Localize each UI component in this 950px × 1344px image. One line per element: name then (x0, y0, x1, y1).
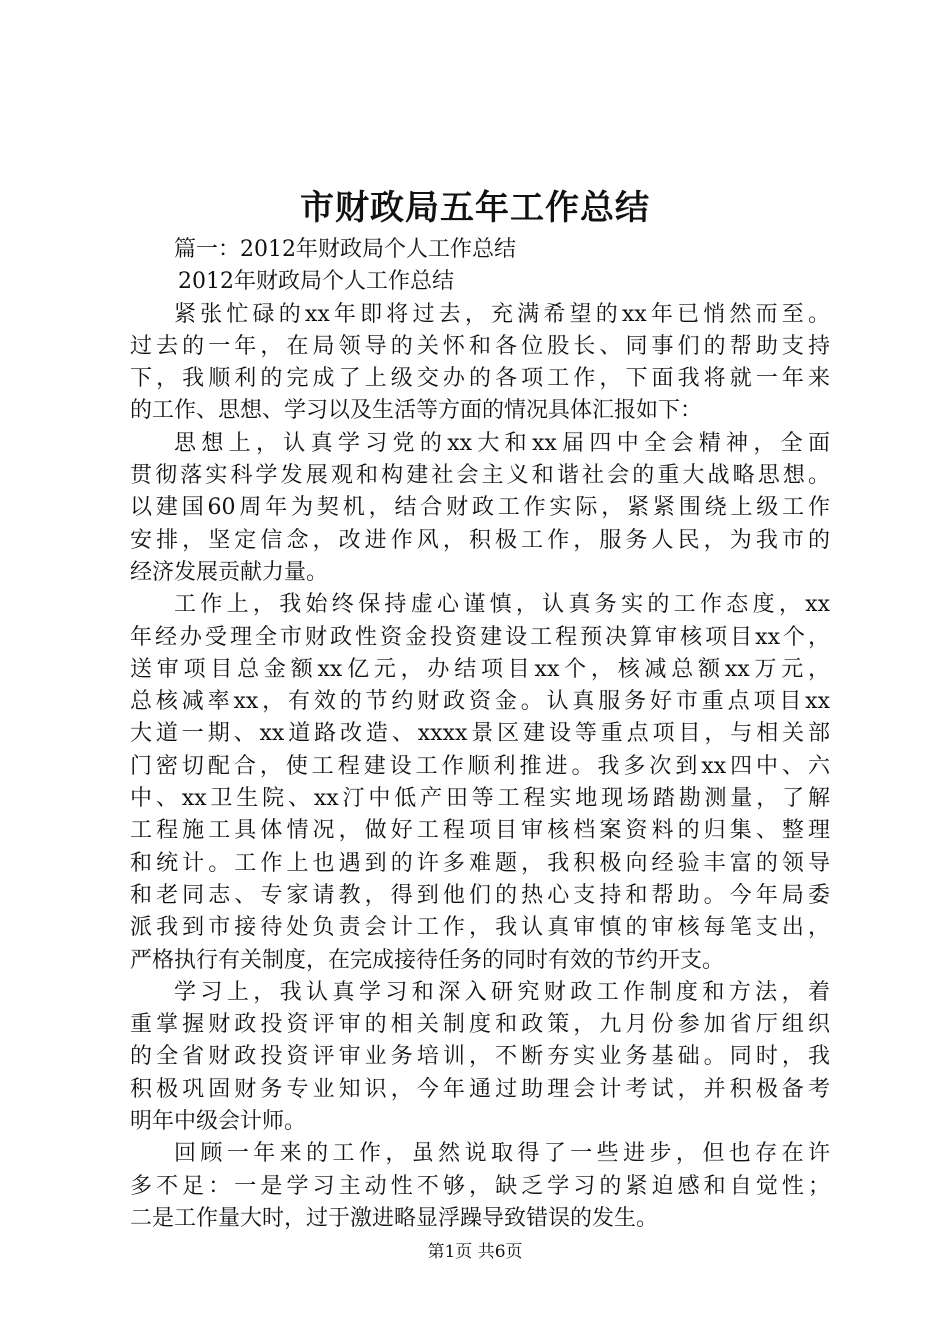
document-body (130, 234, 830, 1235)
body-line: 紧张忙碌的xx年即将过去，充满希望的xx年已悄然而至。 (174, 301, 830, 327)
body-line: 思想上，认真学习党的xx大和xx届四中全会精神，全面 (174, 430, 830, 456)
body-line: 二是工作量大时，过于激进略显浮躁导致错误的发生。 (130, 1205, 659, 1231)
body-line: 总核减率xx，有效的节约财政资金。认真服务好市重点项目xx (130, 689, 830, 715)
body-line: 经济发展贡献力量。 (130, 559, 329, 585)
body-line: 工程施工具体情况，做好工程项目审核档案资料的归集、整理 (130, 818, 830, 844)
body-line: 工作上，我始终保持虚心谨慎，认真务实的工作态度，xx (174, 592, 830, 618)
body-line: 中、xx卫生院、xx汀中低产田等工程实地现场踏勘测量，了解 (130, 786, 830, 812)
body-line: 以建国60周年为契机，结合财政工作实际，紧紧围绕上级工作 (130, 495, 830, 521)
body-line: 和老同志、专家请教，得到他们的热心支持和帮助。今年局委 (130, 882, 830, 908)
body-line: 的工作、思想、学习以及生活等方面的情况具体汇报如下： (130, 398, 703, 424)
body-line: 下，我顺利的完成了上级交办的各项工作，下面我将就一年来 (130, 366, 830, 392)
body-line: 回顾一年来的工作，虽然说取得了一些进步，但也存在许 (174, 1141, 830, 1167)
body-line: 积极巩固财务专业知识，今年通过助理会计考试，并积极备考 (130, 1076, 830, 1102)
body-line: 过去的一年，在局领导的关怀和各位股长、同事们的帮助支持 (130, 333, 830, 359)
body-line: 2012年财政局个人工作总结 (178, 269, 454, 295)
body-line: 严格执行有关制度，在完成接待任务的同时有效的节约开支。 (130, 947, 725, 973)
body-line: 年经办受理全市财政性资金投资建设工程预决算审核项目xx个， (130, 624, 830, 650)
body-line: 明年中级会计师。 (130, 1109, 307, 1135)
body-line: 篇一：2012年财政局个人工作总结 (174, 237, 516, 262)
body-line: 多不足：一是学习主动性不够，缺乏学习的紧迫感和自觉性； (130, 1173, 830, 1199)
body-line: 派我到市接待处负责会计工作，我认真审慎的审核每笔支出， (130, 915, 830, 941)
body-line: 送审项目总金额xx亿元，办结项目xx个，核减总额xx万元， (130, 656, 830, 682)
body-line: 学习上，我认真学习和深入研究财政工作制度和方法，着 (174, 979, 830, 1005)
document-title: 市财政局五年工作总结 (300, 188, 650, 228)
body-line: 和统计。工作上也遇到的许多难题，我积极向经验丰富的领导 (130, 850, 830, 876)
body-line: 门密切配合，使工程建设工作顺利推进。我多次到xx四中、六 (130, 753, 830, 779)
page-footer: 第1页 共6页 (427, 1242, 523, 1262)
body-line: 的全省财政投资评审业务培训，不断夯实业务基础。同时，我 (130, 1044, 830, 1070)
body-line: 安排，坚定信念，改进作风，积极工作，服务人民，为我市的 (130, 527, 830, 553)
body-line: 贯彻落实科学发展观和构建社会主义和谐社会的重大战略思想。 (130, 463, 830, 489)
body-line: 大道一期、xx道路改造、xxxx景区建设等重点项目，与相关部 (130, 721, 830, 747)
body-line: 重掌握财政投资评审的相关制度和政策，九月份参加省厅组织 (130, 1012, 830, 1038)
